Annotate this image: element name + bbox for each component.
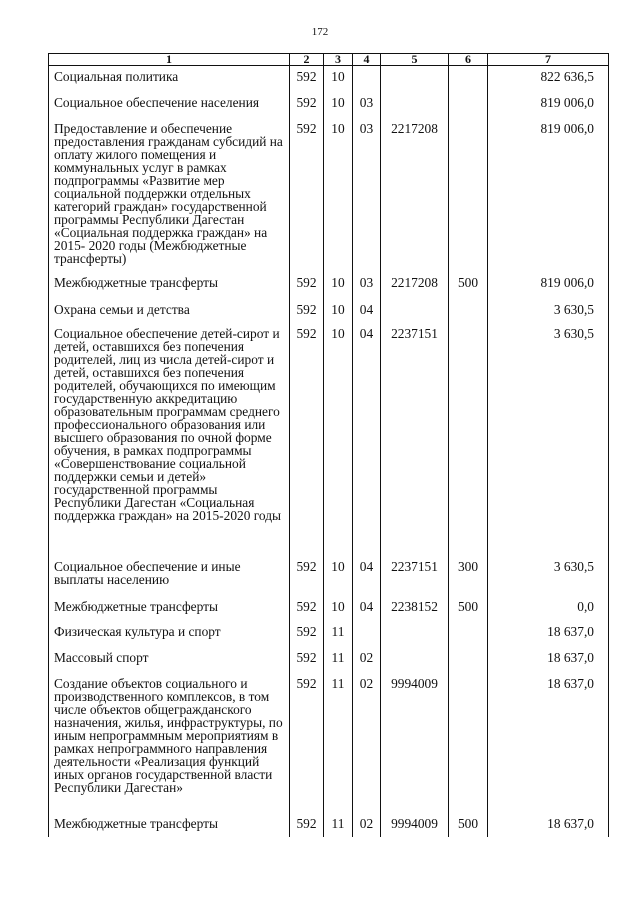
cell-col6: 500: [449, 596, 488, 621]
cell-col6: [449, 323, 488, 556]
cell-col2: 592: [290, 66, 324, 92]
cell-col4: 02: [353, 673, 381, 813]
row-name: Массовый спорт: [49, 647, 290, 673]
cell-amount: 18 637,0: [488, 647, 609, 673]
cell-col5: 2237151: [381, 323, 449, 556]
header-cell: 4: [353, 54, 381, 66]
cell-col4: 02: [353, 647, 381, 673]
row-name: Охрана семьи и детства: [49, 299, 290, 323]
table-row: [49, 323, 609, 556]
cell-col5: 2238152: [381, 596, 449, 621]
row-name: Межбюджетные трансферты: [49, 596, 290, 621]
table-row: [49, 647, 609, 673]
cell-col3: 10: [324, 299, 353, 323]
cell-col6: [449, 299, 488, 323]
table-row: [49, 596, 609, 621]
row-name: Создание объектов социального и производственного комплексов, в том числе объектов общегражданского назначения, жилья, инфраструктуры, по иным непрограммным мероприятиям в рамках непрограммного направления деятельности «Реализация функций иных органов государственной власти Республики Дагестан»: [49, 673, 290, 813]
cell-col4: 04: [353, 596, 381, 621]
cell-col2: 592: [290, 118, 324, 272]
header-cell: 6: [449, 54, 488, 66]
cell-col3: 10: [324, 118, 353, 272]
cell-col4: 04: [353, 556, 381, 596]
table-row: [49, 118, 609, 272]
cell-amount: 18 637,0: [488, 621, 609, 647]
cell-col6: [449, 92, 488, 118]
cell-col3: 10: [324, 272, 353, 299]
table-row: [49, 92, 609, 118]
cell-amount: 0,0: [488, 596, 609, 621]
header-cell: 1: [49, 54, 290, 66]
header-cell: 5: [381, 54, 449, 66]
row-name: Социальная политика: [49, 66, 290, 92]
budget-table: [48, 53, 609, 837]
table-row: [49, 272, 609, 299]
row-name: Социальное обеспечение и иные выплаты населению: [49, 556, 290, 596]
cell-col4: 03: [353, 118, 381, 272]
cell-col6: 500: [449, 272, 488, 299]
cell-col6: [449, 647, 488, 673]
row-name: Физическая культура и спорт: [49, 621, 290, 647]
cell-col2: 592: [290, 596, 324, 621]
cell-col4: 03: [353, 272, 381, 299]
cell-col4: [353, 66, 381, 92]
table-row: [49, 556, 609, 596]
cell-col6: [449, 673, 488, 813]
cell-col3: 10: [324, 323, 353, 556]
row-name: Социальное обеспечение детей-сирот и детей, оставшихся без попечения родителей, лиц из числа детей-сирот и детей, оставшихся без попечения родителей, обучающихся по имеющим государственную аккредитацию образовательным программам среднего профессионального образования или высшего образования по очной форме обучения, в рамках подпрограммы «Совершенствование социальной поддержки семьи и детей» государственной программы Республики Дагестан «Социальная поддержка граждан» на 2015-2020 годы: [49, 323, 290, 556]
cell-col3: 10: [324, 92, 353, 118]
cell-col2: 592: [290, 647, 324, 673]
cell-col6: [449, 66, 488, 92]
cell-col5: 9994009: [381, 813, 449, 837]
cell-col6: [449, 118, 488, 272]
cell-col4: 04: [353, 323, 381, 556]
header-cell: 3: [324, 54, 353, 66]
cell-col5: [381, 92, 449, 118]
row-name: Предоставление и обеспечение предоставления гражданам субсидий на оплату жилого помещения и коммунальных услуг в рамках подпрограммы «Развитие мер социальной поддержки отдельных категорий граждан» государственной программы Республики Дагестан «Социальная поддержка граждан» на 2015- 2020 годы (Межбюджетные трансферты): [49, 118, 290, 272]
table-row: [49, 621, 609, 647]
cell-col4: 03: [353, 92, 381, 118]
cell-col2: 592: [290, 92, 324, 118]
cell-col2: 592: [290, 323, 324, 556]
cell-col5: 9994009: [381, 673, 449, 813]
row-name: Социальное обеспечение населения: [49, 92, 290, 118]
cell-col5: [381, 647, 449, 673]
cell-amount: 3 630,5: [488, 556, 609, 596]
cell-col3: 11: [324, 813, 353, 837]
cell-col6: 500: [449, 813, 488, 837]
cell-col5: 2237151: [381, 556, 449, 596]
header-cell: 7: [488, 54, 609, 66]
header-cell: 2: [290, 54, 324, 66]
cell-col2: 592: [290, 673, 324, 813]
cell-amount: 3 630,5: [488, 323, 609, 556]
cell-col2: 592: [290, 813, 324, 837]
cell-col5: 2217208: [381, 272, 449, 299]
cell-col4: 02: [353, 813, 381, 837]
cell-col3: 11: [324, 647, 353, 673]
cell-col2: 592: [290, 272, 324, 299]
cell-amount: 819 006,0: [488, 118, 609, 272]
cell-col5: [381, 621, 449, 647]
cell-col2: 592: [290, 556, 324, 596]
cell-amount: 822 636,5: [488, 66, 609, 92]
page-number: 172: [311, 26, 329, 38]
header-row: [49, 54, 609, 66]
cell-amount: 18 637,0: [488, 673, 609, 813]
cell-amount: 819 006,0: [488, 272, 609, 299]
cell-col2: 592: [290, 621, 324, 647]
cell-col3: 10: [324, 596, 353, 621]
cell-col5: 2217208: [381, 118, 449, 272]
cell-col4: 04: [353, 299, 381, 323]
cell-col5: [381, 299, 449, 323]
cell-col5: [381, 66, 449, 92]
cell-col6: [449, 621, 488, 647]
row-name: Межбюджетные трансферты: [49, 272, 290, 299]
cell-amount: 819 006,0: [488, 92, 609, 118]
cell-col3: 11: [324, 673, 353, 813]
cell-amount: 3 630,5: [488, 299, 609, 323]
cell-amount: 18 637,0: [488, 813, 609, 837]
cell-col6: 300: [449, 556, 488, 596]
cell-col3: 11: [324, 621, 353, 647]
cell-col2: 592: [290, 299, 324, 323]
table-row: [49, 66, 609, 92]
cell-col3: 10: [324, 556, 353, 596]
cell-col3: 10: [324, 66, 353, 92]
table-row: [49, 813, 609, 837]
cell-col4: [353, 621, 381, 647]
table-row: [49, 673, 609, 813]
table-row: [49, 299, 609, 323]
row-name: Межбюджетные трансферты: [49, 813, 290, 837]
